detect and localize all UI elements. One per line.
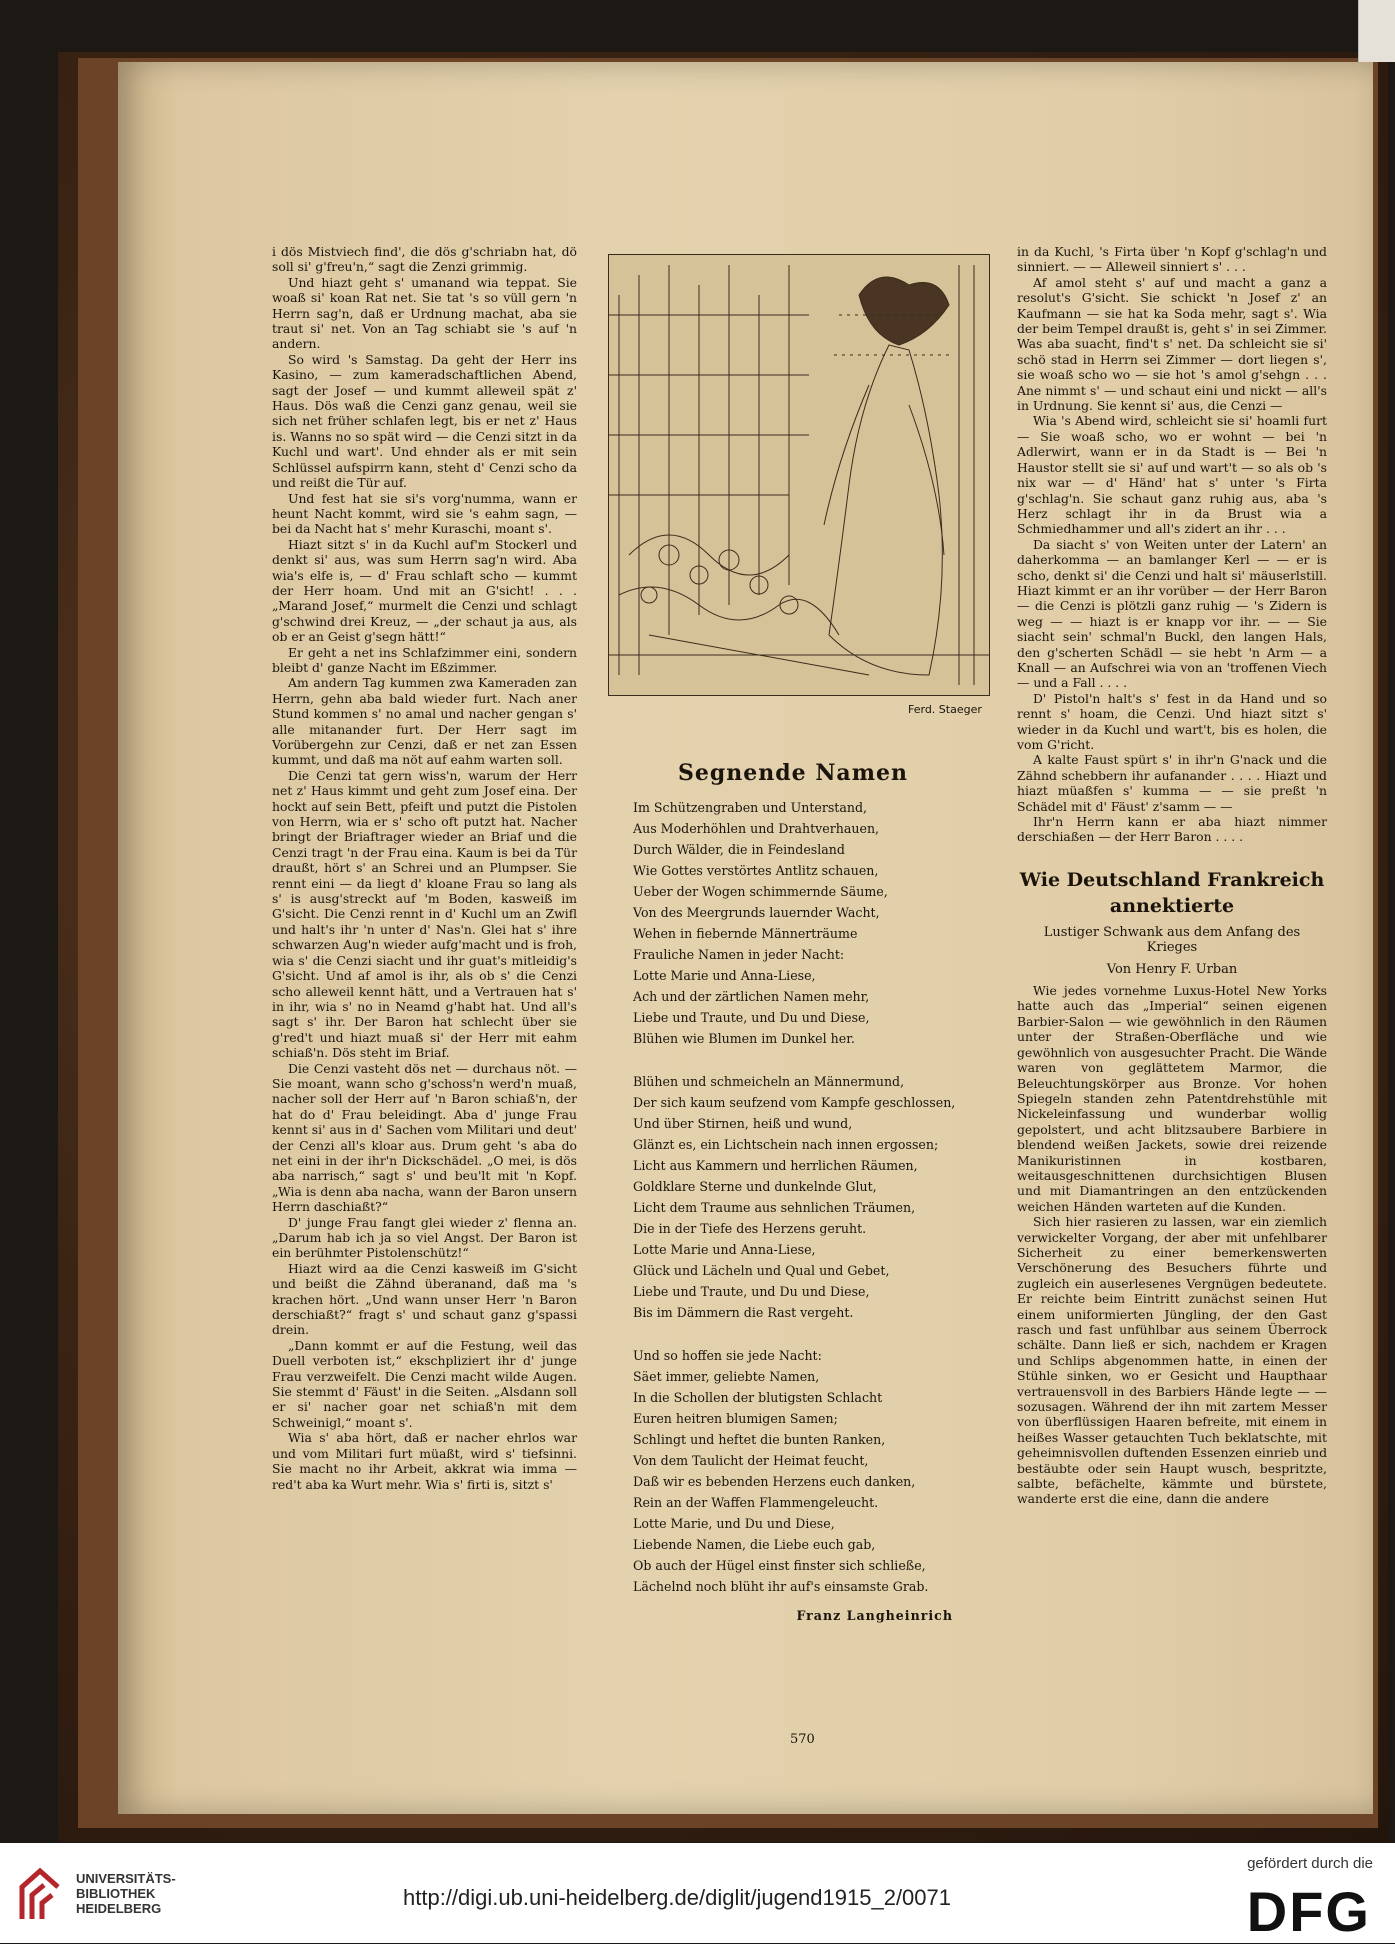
poem-line: Lotte Marie und Anna-Liese, <box>633 1242 816 1257</box>
poem-line: Lächelnd noch blüht ihr auf's einsamste Grab. <box>633 1579 929 1594</box>
poem-title: Segnende Namen <box>678 760 908 786</box>
poem-line: Liebe und Traute, und Du und Diese, <box>633 1010 870 1025</box>
library-name-line2: BIBLIOTHEK <box>76 1886 156 1901</box>
illustration-credit: Ferd. Staeger <box>908 703 982 716</box>
article-paragraph: Wie jedes vornehme Luxus-Hotel New Yorks hatte auch das „Imperial“ seinen eigenen Barbier-Salon — wie gewöhnlich in den Räumen unter der Straßen-Oberfläche und wie gewöhnlich von ausgesuchter Pracht. Die Wände waren von geglättetem Marmor, die Beleuchtungskörper aus Bronze. Vor hohen Spiegeln standen zehn Patentdrehstühle mit Nickeleinfassung und wunderbar wollig gepolstert, und acht blitzsaubere Barbiere in blendend weißen Jackets, sowie drei reizende Manikuristinnen in kostbaren, weitausgeschnittenen durchsichtigen Blusen und mit Diamantringen an den entzückenden weichen Händen warteten auf die Kunden. <box>1017 983 1327 1214</box>
right-paragraph: Da siacht s' von Weiten unter der Latern' an daherkomma — an bamlanger Kerl — — er is scho, denkt si' die Cenzi und halt si' mäuserlstill. Hiazt kimmt er an ihr vorüber — der Herr Baron — die Cenzi is plötzli ganz ruhig — 's Zidern is weg — — hiazt is er knapp vor ihr. — — Sie siacht sein' schmal'n Buckl, den langen Hals, den g'scherten Schädl — sie hebt 'n Arm — a Knall — an Aufschrei wia von an 'troffenen Viech — und a Fall . . . . <box>1017 536 1327 691</box>
left-column <box>272 244 577 1492</box>
poem-line: Aus Moderhöhlen und Drahtverhauen, <box>633 821 880 836</box>
left-paragraph: Hiazt sitzt s' in da Kuchl auf'm Stockerl und denkt si' aus, was sum Herrn sag'n wird. Aba wia's elfe is, — d' Frau schlaft scho — kummt der Herr hoam. Und mit an G'sicht! . . . „Marand Josef,“ murmelt die Cenzi und schlagt g'schwind drei Kreuz, — „der schaut ja aus, als ob er an Geist g'segn hätt!“ <box>272 536 577 645</box>
left-paragraph: i dös Mistviech find', die dös g'schriabn hat, dö soll si' g'freu'n,“ sagt die Zenzi grimmig. <box>272 244 577 275</box>
poem-line: Bis im Dämmern die Rast vergeht. <box>633 1305 854 1320</box>
poem-line: Wehen in fiebernde Männerträume <box>633 926 858 941</box>
poem-line: Goldklare Sterne und dunkelnde Glut, <box>633 1179 877 1194</box>
right-column <box>1017 244 1327 1507</box>
poem-stanza <box>633 797 953 1049</box>
page-tab <box>1358 0 1395 62</box>
article-author: Von Henry F. Urban <box>1106 961 1238 977</box>
poem-line: Ach und der zärtlichen Namen mehr, <box>633 989 870 1004</box>
footer-bar <box>0 1843 1395 1943</box>
left-paragraph: D' junge Frau fangt glei wieder z' flenna an. „Darum hab ich ja so viel Angst. Der Baron ist ein berühmter Pistolenschütz!“ <box>272 1214 577 1261</box>
poem-line: Blühen und schmeicheln an Männermund, <box>633 1074 905 1089</box>
page-number: 570 <box>790 1732 815 1747</box>
right-paragraph: in da Kuchl, 's Firta über 'n Kopf g'schlag'n und sinniert. — — Alleweil sinniert s' . . . <box>1017 244 1327 275</box>
university-library-logo-icon[interactable] <box>18 1867 62 1923</box>
poem-line: Liebende Namen, die Liebe euch gab, <box>633 1537 876 1552</box>
poem-line: Lotte Marie und Anna-Liese, <box>633 968 816 983</box>
page-url-link[interactable]: http://digi.ub.uni-heidelberg.de/diglit/jugend1915_2/0071 <box>403 1885 951 1910</box>
poem-line: Von des Meergrunds lauernder Wacht, <box>633 905 880 920</box>
library-name-line3: HEIDELBERG <box>76 1901 162 1916</box>
right-paragraph: A kalte Faust spürt s' in ihr'n G'nack und die Zähnd schebbern ihr aufanander . . . . Hiazt und hiazt müaßfen s' kumma — — sie preßt 'n Schädel mit d' Fäust' z'samm — — <box>1017 752 1327 814</box>
left-paragraph: Er geht a net ins Schlafzimmer eini, sondern bleibt d' ganze Nacht im Eßzimmer. <box>272 644 577 675</box>
library-name-line1: UNIVERSITÄTS- <box>76 1871 176 1886</box>
right-paragraph: Af amol steht s' auf und macht a ganz a resolut's G'sicht. Sie schickt 'n Josef z' an Kaufmann — sie hat ka Soda mehr, sagt s'. Wia der beim Tempel draußt is, geht s' in sei Zimmer. Was aba suacht, find't s' net. Da schleicht sie si' schö stad in Herrn sei Zimmer — dort liegen s', sie woaß scho wo — sie hot 's amol g'sehgn . . . Ane nimmt s' — und schaut eini und nickt — all's in Urdnung. Sie kennt si' aus, die Cenzi — <box>1017 274 1327 414</box>
poem-line: Und so hoffen sie jede Nacht: <box>633 1348 822 1363</box>
poem-author: Franz Langheinrich <box>796 1608 953 1623</box>
poem-stanza <box>633 1071 956 1323</box>
poem-line: Daß wir es bebenden Herzens euch danken, <box>633 1474 916 1489</box>
right-paragraph: Ihr'n Herrn kann er aba hiazt nimmer derschiaßen — der Herr Baron . . . . <box>1017 814 1327 845</box>
poem-line: Die in der Tiefe des Herzens geruht. <box>633 1221 867 1236</box>
article-title: Wie Deutschland Frankreich <box>1019 868 1325 891</box>
poem-line: Euren heitren blumigen Samen; <box>633 1411 838 1426</box>
poem-line: Licht dem Traume aus sehnlichen Träumen, <box>633 1200 916 1215</box>
poem-line: Der sich kaum seufzend vom Kampfe geschlossen, <box>633 1095 956 1110</box>
left-paragraph: Und fest hat sie si's vorg'numma, wann er heunt Nacht kommt, wird sie 's eahm sagn, — bei da Nacht hat s' mehr Kuraschi, moant s'. <box>272 490 577 537</box>
poem-line: Durch Wälder, die in Feindesland <box>633 842 845 857</box>
funded-by-label: gefördert durch die <box>1247 1855 1373 1872</box>
left-paragraph: Die Cenzi vasteht dös net — durchaus nöt. — Sie moant, wann scho g'schoss'n werd'n muaß, nacher soll der Herr auf 'n Baron schiaß'n, der hat do d' Frau beleidingt. Aba d' junge Frau kennt si' aus in d' Sachen vom Militari und deut' der Cenzi all's kloar aus. Drum geht 's aba do net eini in der ihr'n Dickschädel. „O mei, is dös aba narrisch,“ sagt s' und beu'lt mit 'n Kopf. „Wia is denn aba nacha, wann der Baron unsern Herrn daschiaßt?“ <box>272 1060 577 1215</box>
article-paragraph: Sich hier rasieren zu lassen, war ein ziemlich verwickelter Vorgang, der aber mit unfehlbarer Sicherheit zu einer bemerkenswerten Verschönerung des Besuchers führte und zugleich ein auserlesenes Vergnügen bedeutete. Er reichte beim Eintritt zunächst seinen Hut einem uniformierten Jüngling, der den Gast rasch und fast unfühlbar aus seinem Überrock schälte. Dann ließ er sich, nachdem er Kragen und Schlips abgenommen hatte, in einen der Stühle sinken, wo er Gesicht und Haupthaar vertrauensvoll in des Barbiers Hände legte — — sozusagen. Während der ihn mit zartem Messer von überflüssigen Haaren befreite, mit einem in heißes Wasser getauchten Tuch beklatschte, mit geheimnisvollen duftenden Essenzen einrieb und bestäubte oder sein Haupt wusch, bespritzte, salbte, befächelte, kämmte und bürstete, wanderte erst die eine, dann die andere <box>1017 1214 1327 1507</box>
left-paragraph: Wia s' aba hört, daß er nacher ehrlos war und vom Militari furt müaßt, wird s' tiefsinni. Sie macht no ihr Arbeit, akkrat wia imma — red't aba ka Wurt mehr. Wia s' firti is, sitzt s' <box>272 1430 577 1492</box>
poem-line: Im Schützengraben und Unterstand, <box>633 800 868 815</box>
poem-line: Glück und Lächeln und Qual und Gebet, <box>633 1263 890 1278</box>
poem-line: Wie Gottes verstörtes Antlitz schauen, <box>633 863 879 878</box>
poem-line: Licht aus Kammern und herrlichen Räumen, <box>633 1158 918 1173</box>
left-paragraph: Hiazt wird aa die Cenzi kasweiß im G'sicht und beißt die Zähnd überanand, daß ma 's krachen hört. „Und wann unser Herr 'n Baron derschiaßt?“ fragt s' und schaut ganz g'spassi drein. <box>272 1260 577 1338</box>
right-paragraph: D' Pistol'n halt's s' fest in da Hand und so rennt s' hoam, die Cenzi. Und hiazt sitzt s' wieder in da Kuchl und wart't, bis es holen, die vom G'richt. <box>1017 690 1327 752</box>
poem-line: Blühen wie Blumen im Dunkel her. <box>633 1031 855 1046</box>
illustration <box>608 254 990 696</box>
left-paragraph: So wird 's Samstag. Da geht der Herr ins Kasino, — zum kameradschaftlichen Abend, sagt der Josef — und kummt alleweil spät z' Haus. Dös waß die Cenzi ganz genau, weil sie sich net früher schlafen legt, bis er net z' Haus is. Wanns no so spät wird — die Cenzi sitzt in da Kuchl und wart'. Und ehnder als er mit sein Schlüssel aufspirrn kann, steht d' Cenzi scho da und reißt die Tür auf. <box>272 351 577 491</box>
left-paragraph: „Dann kommt er auf die Festung, weil das Duell verboten ist,“ ekschpliziert ihr d' junge Frau verzweifelt. Die Cenzi macht wilde Augen. Sie stemmt d' Fäust' in die Seiten. „Alsdann soll er si' nacher goar net schiaß'n mit dem Schweinigl,“ moant s'. <box>272 1337 577 1430</box>
poem-line: Liebe und Traute, und Du und Diese, <box>633 1284 870 1299</box>
poem-line: Frauliche Namen in jeder Nacht: <box>633 947 845 962</box>
poem-line: Schlingt und heftet die bunten Ranken, <box>633 1432 886 1447</box>
library-name[interactable] <box>76 1871 176 1916</box>
poem-line: Von dem Taulicht der Heimat feucht, <box>633 1453 869 1468</box>
right-paragraph: Wia 's Abend wird, schleicht sie si' hoamli furt — Sie woaß scho, wo er wohnt — bei 'n Adlerwirt, wann er in da Stadt is — Bei 'n Haustor stellt sie si' auf und wart't — so als ob 's nix war — d' Händ' hat s' unter 's Firta g'schlag'n. Sie schaut ganz ruhig aus, aba 's Herz schlagt ihr in da Brust wia a Schmiedhammer und all's zidert an ihr . . . <box>1017 413 1327 537</box>
poem-line: Rein an der Waffen Flammengeleucht. <box>633 1495 879 1510</box>
poem-stanza <box>633 1345 953 1597</box>
left-paragraph: Und hiazt geht s' umanand wia teppat. Sie woaß si' koan Rat net. Sie tat 's so vüll gern 'n Herrn sag'n, daß er Urdnung machat, aba sie traut si' net. Von an Tag schiabt sie 's auf 'n andern. <box>272 274 577 352</box>
poem-line: Ueber der Wogen schimmernde Säume, <box>633 884 888 899</box>
poem-line: Ob auch der Hügel einst finster sich schließe, <box>633 1558 926 1573</box>
left-paragraph: Am andern Tag kummen zwa Kameraden zan Herrn, gehn aba bald wieder furt. Nach aner Stund kommen s' no amal und nacher gengan s' alle mitanander furt. Der Herr sagt im Vorübergehn zur Cenzi, daß er net zan Essen kummt, und daß ma nöt auf eahm warten soll. <box>272 675 577 768</box>
left-paragraph: Die Cenzi tat gern wiss'n, warum der Herr net z' Haus kimmt und geht zum Josef eina. Der hockt auf sein Bett, pfeift und putzt die Pistolen von Herrn, wia er s' scho oft putzt hat. Nacher bringt der Briaftrager wieder an Briaf und die Cenzi tragt 'n der Frau eina. Kaum is bei da Tür draußt, hört s' an Schrei und an Plumpser. Sie rennt eini — da liegt d' kloane Frau so lang als s' is ausg'streckt auf 'm Boden, kasweiß im G'sicht. Die Cenzi rennt in d' Kuchl um an Zwifl und halt's ihr 'n unter d' Nas'n. Glei hat s' ihre schwarzen Aug'n wieder aufg'macht und is froh, wia s' die Cenzi siacht und ihr guat's mitleidig's G'sicht. Und af amol is ihr, als ob s' die Cenzi scho alleweil kennt hätt, und a Vertrauen hat s' in ihr, wia s' no in Neamd g'habt hat. Und all's sagt s' ihr. Der Baron hat schlecht über sie g'red't und hiazt muaß si' der Herr mit eahm schiaß'n. Dös steht im Briaf. <box>272 767 577 1061</box>
poem-line: Glänzt es, ein Lichtschein nach innen ergossen; <box>633 1137 939 1152</box>
poem-line: Lotte Marie, und Du und Diese, <box>633 1516 835 1531</box>
article-subtitle: Lustiger Schwank aus dem Anfang des Krieges <box>1043 924 1301 956</box>
dfg-logo[interactable]: DFG <box>1246 1880 1371 1943</box>
poem-line: In die Schollen der blutigsten Schlacht <box>633 1390 883 1405</box>
poem-line: Säet immer, geliebte Namen, <box>633 1369 820 1384</box>
illustration-drawing <box>609 255 989 695</box>
poem <box>633 797 956 1626</box>
article-title-line2: annektierte <box>1109 894 1235 917</box>
poem-line: Und über Stirnen, heiß und wund, <box>633 1116 853 1131</box>
